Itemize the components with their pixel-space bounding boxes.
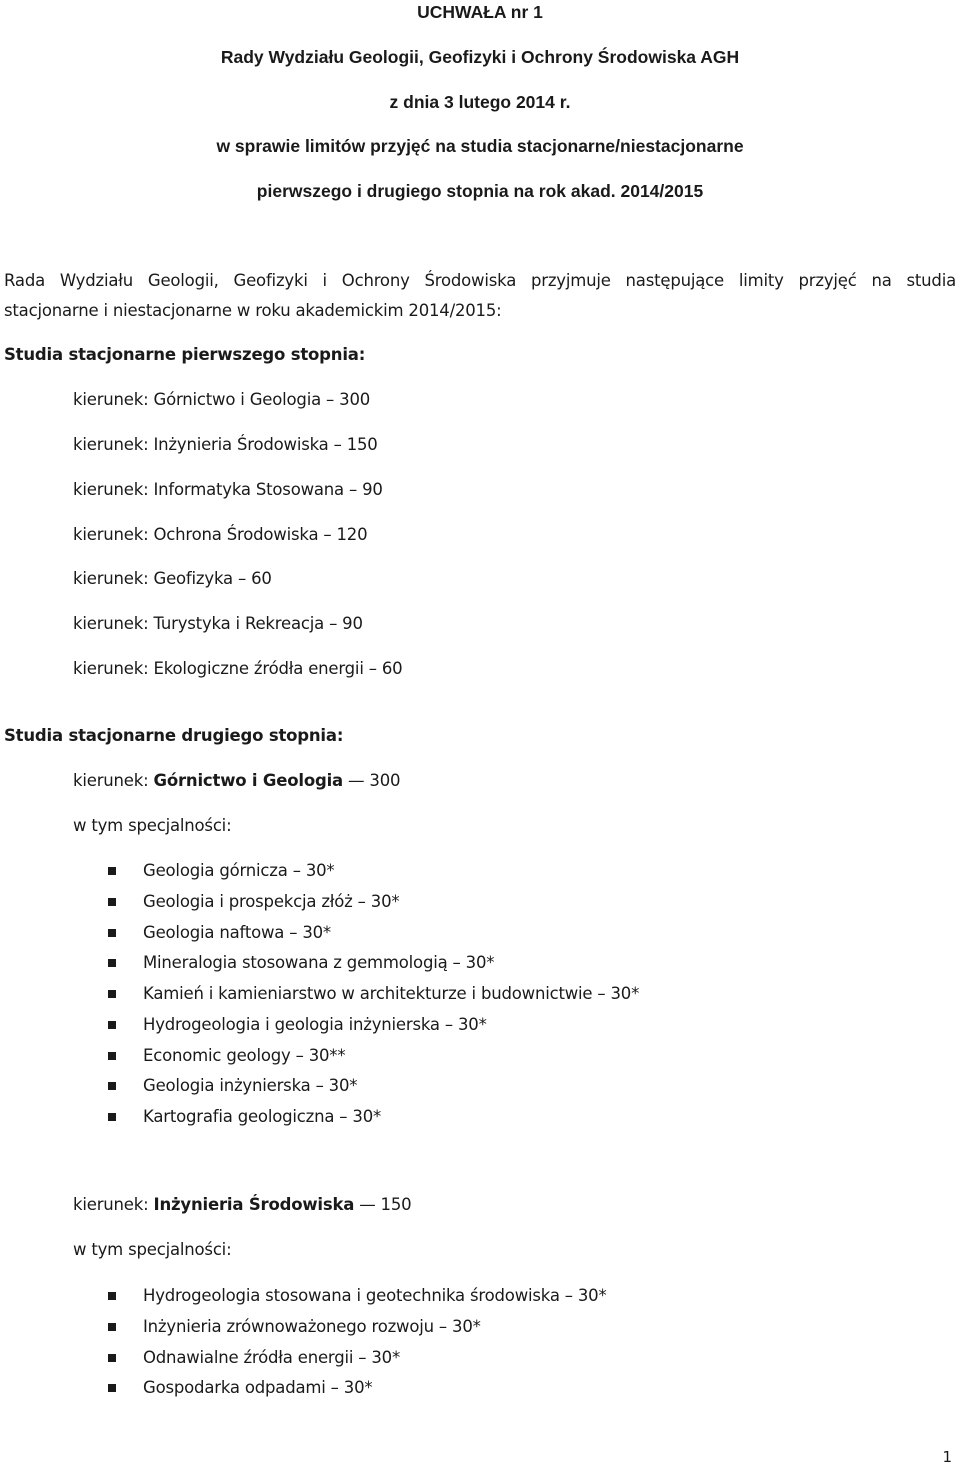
field-name: Górnictwo i Geologia <box>153 771 343 790</box>
resolution-date: z dnia 3 lutego 2014 r. <box>389 92 571 112</box>
square-bullet-icon <box>108 1113 116 1121</box>
specialty-label: Hydrogeologia i geologia inżynierska – 30* <box>143 1014 487 1034</box>
square-bullet-icon <box>108 1082 116 1090</box>
square-bullet-icon <box>108 1052 116 1060</box>
list-item <box>108 1281 607 1312</box>
square-bullet-icon <box>108 898 116 906</box>
list-item <box>108 1010 639 1041</box>
specialties-list-gornictwo <box>108 856 639 1133</box>
resolution-title: UCHWAŁA nr 1 <box>417 2 543 22</box>
square-bullet-icon <box>108 959 116 967</box>
second-degree-heading: Studia stacjonarne drugiego stopnia: <box>4 726 344 745</box>
specialties-list-inzynieria <box>108 1281 607 1404</box>
specialty-label: Geologia górnicza – 30* <box>143 861 335 880</box>
list-item <box>108 979 639 1010</box>
list-item <box>108 948 639 979</box>
specialty-label: Geologia inżynierska – 30* <box>143 1076 358 1096</box>
list-item <box>108 1071 639 1102</box>
field-inzynieria-srodowiska <box>73 1195 411 1214</box>
specialty-label: Geologia i prospekcja złóż – 30* <box>143 891 400 911</box>
first-degree-row: kierunek: Geofizyka – 60 <box>73 569 272 588</box>
first-degree-heading: Studia stacjonarne pierwszego stopnia: <box>4 345 366 364</box>
first-degree-row: kierunek: Górnictwo i Geologia – 300 <box>73 390 371 409</box>
specialty-label: Hydrogeologia stosowana i geotechnika środowiska – 30* <box>143 1286 607 1305</box>
intro-line-1: Rada Wydziału Geologii, Geofizyki i Ochrony Środowiska przyjmuje następujące limity przyjęć na studia <box>4 271 956 290</box>
resolution-subject-cont: pierwszego i drugiego stopnia na rok akad. 2014/2015 <box>256 181 704 201</box>
intro-line-2: stacjonarne i niestacjonarne w roku akademickim 2014/2015: <box>4 301 502 320</box>
list-item <box>108 856 639 887</box>
field-limit: — 300 <box>343 771 401 790</box>
field-name: Inżynieria Środowiska <box>153 1195 355 1214</box>
first-degree-row: kierunek: Informatyka Stosowana – 90 <box>73 480 383 499</box>
field-gornictwo-geologia <box>73 771 400 790</box>
specialty-label: Inżynieria zrównoważonego rozwoju – 30* <box>143 1316 481 1336</box>
list-item <box>108 918 639 949</box>
first-degree-row: kierunek: Inżynieria Środowiska – 150 <box>73 435 378 454</box>
specialty-label: Kartografia geologiczna – 30* <box>143 1107 382 1126</box>
field-prefix: kierunek: <box>73 1195 154 1214</box>
list-item <box>108 1102 639 1133</box>
field-limit: — 150 <box>354 1195 412 1214</box>
page-number: 1 <box>942 1448 952 1466</box>
field-prefix: kierunek: <box>73 771 154 790</box>
specialty-label: Geologia naftowa – 30* <box>143 922 331 942</box>
first-degree-row: kierunek: Ekologiczne źródła energii – 60 <box>73 659 403 678</box>
list-item <box>108 1373 607 1404</box>
square-bullet-icon <box>108 867 116 875</box>
intro-paragraph <box>4 266 956 326</box>
list-item <box>108 1312 607 1343</box>
square-bullet-icon <box>108 1021 116 1029</box>
list-item <box>108 1343 607 1374</box>
square-bullet-icon <box>108 990 116 998</box>
specialties-label: w tym specjalności: <box>73 816 232 835</box>
resolution-subject: w sprawie limitów przyjęć na studia stacjonarne/niestacjonarne <box>216 136 744 156</box>
square-bullet-icon <box>108 1384 116 1392</box>
specialty-label: Kamień i kamieniarstwo w architekturze i budownictwie – 30* <box>143 984 640 1003</box>
square-bullet-icon <box>108 1323 116 1331</box>
square-bullet-icon <box>108 929 116 937</box>
square-bullet-icon <box>108 1354 116 1362</box>
specialty-label: Odnawialne źródła energii – 30* <box>143 1347 401 1367</box>
council-name: Rady Wydziału Geologii, Geofizyki i Ochrony Środowiska AGH <box>220 47 740 67</box>
first-degree-row: kierunek: Turystyka i Rekreacja – 90 <box>73 614 363 633</box>
square-bullet-icon <box>108 1292 116 1300</box>
specialty-label: Gospodarka odpadami – 30* <box>143 1378 373 1398</box>
list-item <box>108 1041 639 1072</box>
specialty-label: Mineralogia stosowana z gemmologią – 30* <box>143 953 495 973</box>
specialties-label: w tym specjalności: <box>73 1240 232 1259</box>
list-item <box>108 887 639 918</box>
specialty-label: Economic geology – 30** <box>143 1045 346 1065</box>
first-degree-row: kierunek: Ochrona Środowiska – 120 <box>73 525 368 544</box>
